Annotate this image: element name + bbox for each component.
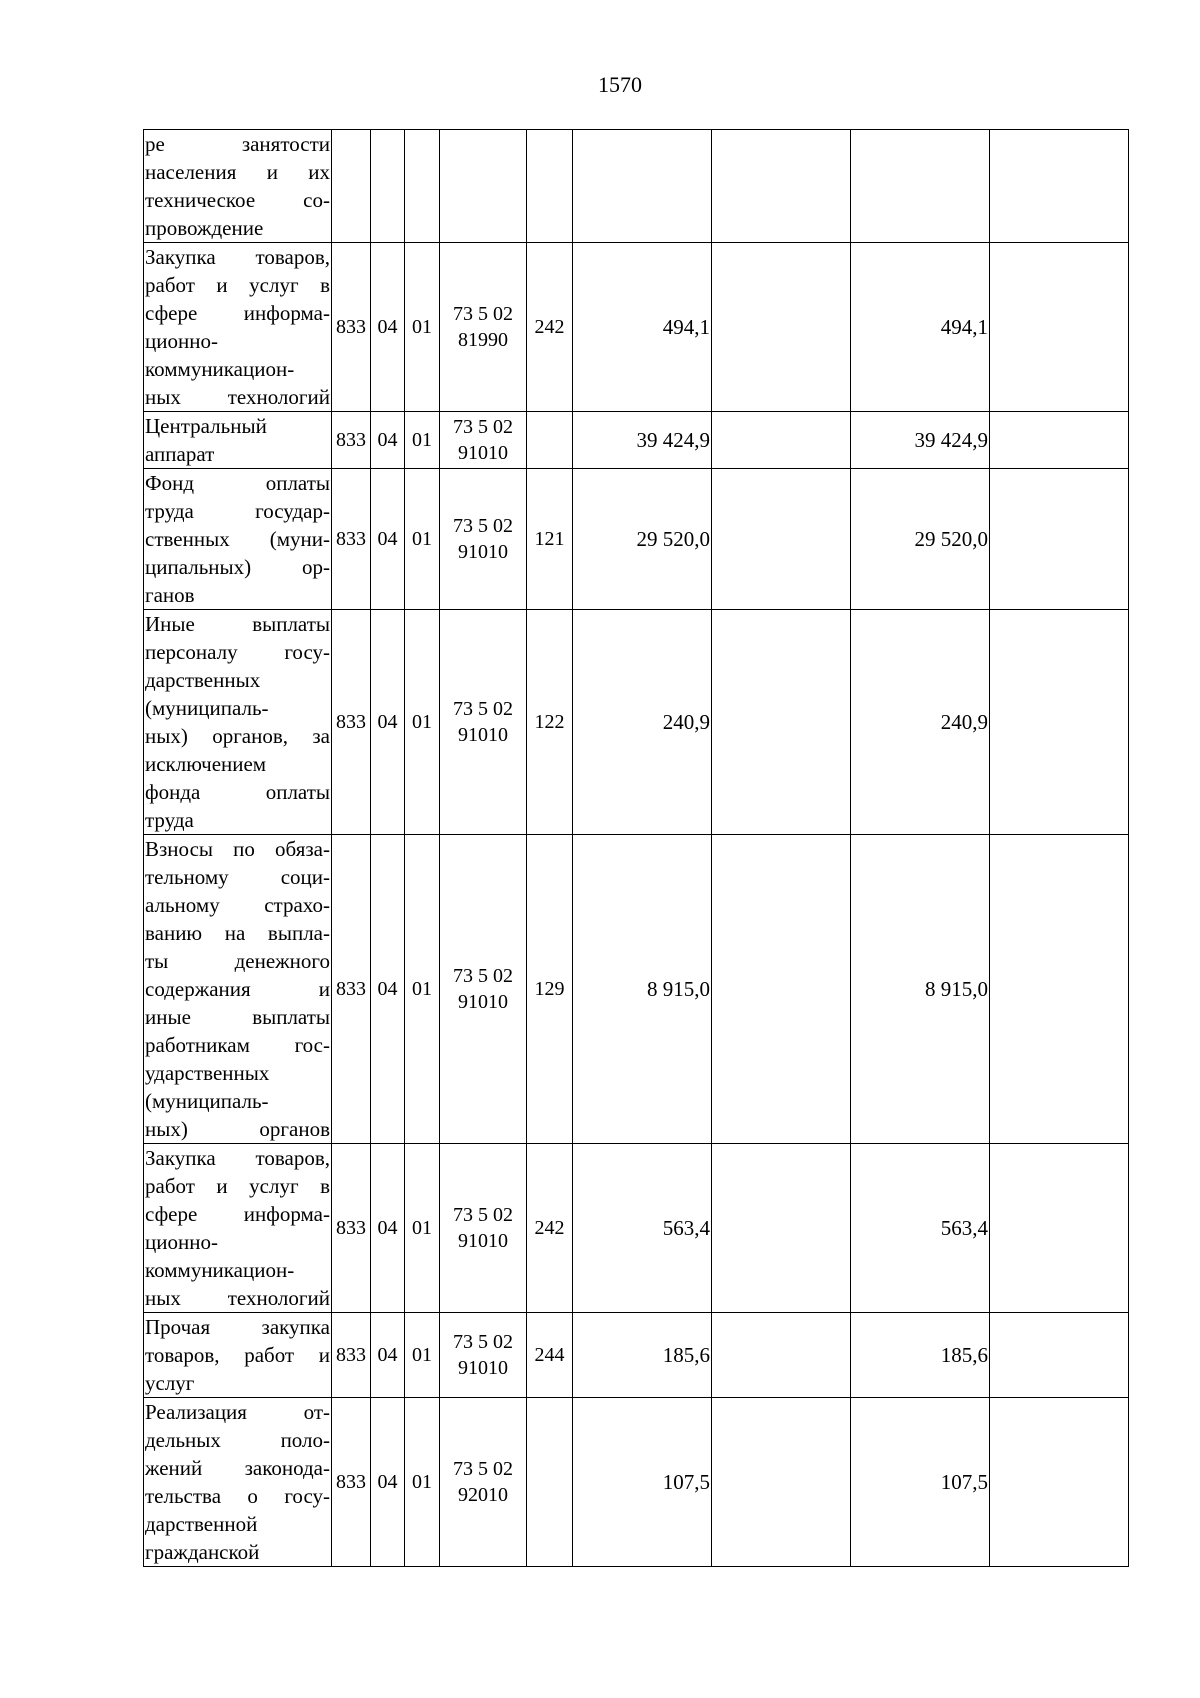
dept-code: 833 <box>332 1398 371 1567</box>
dept-code: 833 <box>332 412 371 469</box>
dept-code: 833 <box>332 1313 371 1398</box>
target-article-code <box>440 469 527 610</box>
expense-type-code: 122 <box>527 610 573 835</box>
amount-column-4 <box>990 610 1129 835</box>
section-code: 04 <box>371 412 405 469</box>
dept-code: 833 <box>332 835 371 1144</box>
target-code-part: 73 5 02 <box>453 515 513 537</box>
target-code-part: 73 5 02 <box>453 1204 513 1226</box>
row-description <box>144 1313 332 1398</box>
target-code-part: 91010 <box>458 724 508 746</box>
target-article-code <box>440 1313 527 1398</box>
description-line: Реализация от- <box>145 1400 330 1424</box>
section-code: 04 <box>371 1144 405 1313</box>
row-description <box>144 243 332 412</box>
description-line: коммуникацион- <box>145 357 295 381</box>
amount-total: 185,6 <box>573 1313 712 1398</box>
row-description <box>144 130 332 243</box>
row-description <box>144 610 332 835</box>
subsection-code <box>405 130 440 243</box>
dept-code: 833 <box>332 610 371 835</box>
dept-code: 833 <box>332 243 371 412</box>
table-row <box>144 1313 1129 1398</box>
target-code-part: 73 5 02 <box>453 416 513 438</box>
description-line: коммуникацион- <box>145 1258 295 1282</box>
expense-type-code: 129 <box>527 835 573 1144</box>
budget-table <box>143 129 1129 1567</box>
amount-column-3: 39 424,9 <box>851 412 990 469</box>
description-line: ных технологий <box>145 385 330 409</box>
section-code: 04 <box>371 1313 405 1398</box>
table-row <box>144 469 1129 610</box>
description-line: персоналу госу- <box>145 640 330 664</box>
description-line: гражданской <box>145 1540 260 1564</box>
target-code-part: 91010 <box>458 1230 508 1252</box>
table-row <box>144 412 1129 469</box>
amount-column-3: 563,4 <box>851 1144 990 1313</box>
subsection-code: 01 <box>405 835 440 1144</box>
description-line: (муниципаль- <box>145 1089 269 1113</box>
description-line: ципальных) ор- <box>145 555 330 579</box>
amount-total <box>573 130 712 243</box>
description-line: иные выплаты <box>145 1005 330 1029</box>
description-line: товаров, работ и <box>145 1343 330 1367</box>
description-line: Взносы по обяза- <box>145 837 330 861</box>
table-body <box>144 130 1129 1567</box>
description-line: ганов <box>145 583 195 607</box>
row-description <box>144 835 332 1144</box>
description-line: труда <box>145 808 194 832</box>
description-line: ударственных <box>145 1061 270 1085</box>
description-line: ре занятости <box>145 132 330 156</box>
amount-column-3: 8 915,0 <box>851 835 990 1144</box>
description-line: ционно- <box>145 1230 218 1254</box>
target-code-part: 91010 <box>458 442 508 464</box>
target-code-part: 73 5 02 <box>453 1458 513 1480</box>
amount-column-3: 185,6 <box>851 1313 990 1398</box>
expense-type-code: 244 <box>527 1313 573 1398</box>
description-line: труда государ- <box>145 499 330 523</box>
description-line: ных технологий <box>145 1286 330 1310</box>
section-code: 04 <box>371 1398 405 1567</box>
page-number: 1570 <box>598 72 642 97</box>
expense-type-code <box>527 130 573 243</box>
amount-column-2 <box>712 412 851 469</box>
description-line: сфере информа- <box>145 1202 330 1226</box>
amount-column-3 <box>851 130 990 243</box>
description-line: услуг <box>145 1371 195 1395</box>
amount-column-4 <box>990 130 1129 243</box>
amount-column-4 <box>990 835 1129 1144</box>
target-code-part: 73 5 02 <box>453 698 513 720</box>
expense-type-code: 242 <box>527 1144 573 1313</box>
description-line: ственных (муни- <box>145 527 330 551</box>
amount-column-3: 29 520,0 <box>851 469 990 610</box>
amount-column-2 <box>712 1398 851 1567</box>
amount-column-4 <box>990 1313 1129 1398</box>
expense-type-code <box>527 412 573 469</box>
table-row <box>144 1144 1129 1313</box>
target-article-code <box>440 130 527 243</box>
subsection-code: 01 <box>405 1313 440 1398</box>
target-code-part: 81990 <box>458 329 508 351</box>
description-line: Прочая закупка <box>145 1315 330 1339</box>
amount-column-2 <box>712 1144 851 1313</box>
description-line: (муниципаль- <box>145 696 269 720</box>
description-line: ных) органов <box>145 1117 330 1141</box>
target-code-part: 91010 <box>458 991 508 1013</box>
amount-total: 8 915,0 <box>573 835 712 1144</box>
description-line: аппарат <box>145 442 215 466</box>
table-row <box>144 243 1129 412</box>
section-code: 04 <box>371 835 405 1144</box>
dept-code: 833 <box>332 1144 371 1313</box>
row-description <box>144 469 332 610</box>
description-line: ных) органов, за <box>145 724 330 748</box>
description-line: дарственных <box>145 668 261 692</box>
section-code <box>371 130 405 243</box>
dept-code: 833 <box>332 469 371 610</box>
description-line: альному страхо- <box>145 893 330 917</box>
description-line: дарственной <box>145 1512 258 1536</box>
description-line: Фонд оплаты <box>145 471 330 495</box>
amount-column-3: 494,1 <box>851 243 990 412</box>
subsection-code: 01 <box>405 412 440 469</box>
description-line: работ и услуг в <box>145 273 330 297</box>
table-row <box>144 130 1129 243</box>
description-line: фонда оплаты <box>145 780 330 804</box>
table-row <box>144 835 1129 1144</box>
amount-column-3: 107,5 <box>851 1398 990 1567</box>
target-code-part: 91010 <box>458 541 508 563</box>
expense-type-code: 242 <box>527 243 573 412</box>
dept-code <box>332 130 371 243</box>
description-line: сфере информа- <box>145 301 330 325</box>
amount-total: 29 520,0 <box>573 469 712 610</box>
description-line: тельному соци- <box>145 865 330 889</box>
subsection-code: 01 <box>405 1144 440 1313</box>
amount-total: 240,9 <box>573 610 712 835</box>
subsection-code: 01 <box>405 469 440 610</box>
subsection-code: 01 <box>405 243 440 412</box>
section-code: 04 <box>371 243 405 412</box>
description-line: Закупка товаров, <box>145 245 330 269</box>
table-row <box>144 1398 1129 1567</box>
expense-type-code <box>527 1398 573 1567</box>
amount-total: 39 424,9 <box>573 412 712 469</box>
table-row <box>144 610 1129 835</box>
amount-column-2 <box>712 130 851 243</box>
target-article-code <box>440 610 527 835</box>
target-article-code <box>440 243 527 412</box>
description-line: содержания и <box>145 977 330 1001</box>
amount-column-3: 240,9 <box>851 610 990 835</box>
target-article-code <box>440 412 527 469</box>
description-line: жений законода- <box>145 1456 330 1480</box>
amount-total: 563,4 <box>573 1144 712 1313</box>
row-description <box>144 1144 332 1313</box>
description-line: дельных поло- <box>145 1428 330 1452</box>
amount-column-2 <box>712 243 851 412</box>
subsection-code: 01 <box>405 610 440 835</box>
target-code-part: 73 5 02 <box>453 303 513 325</box>
target-code-part: 73 5 02 <box>453 1331 513 1353</box>
subsection-code: 01 <box>405 1398 440 1567</box>
amount-column-2 <box>712 1313 851 1398</box>
description-line: ванию на выпла- <box>145 921 330 945</box>
target-article-code <box>440 1398 527 1567</box>
description-line: работникам гос- <box>145 1033 330 1057</box>
section-code: 04 <box>371 469 405 610</box>
amount-column-4 <box>990 469 1129 610</box>
target-code-part: 92010 <box>458 1484 508 1506</box>
target-article-code <box>440 835 527 1144</box>
description-line: исключением <box>145 752 267 776</box>
description-line: Закупка товаров, <box>145 1146 330 1170</box>
target-code-part: 91010 <box>458 1357 508 1379</box>
amount-column-4 <box>990 243 1129 412</box>
description-line: ционно- <box>145 329 218 353</box>
description-line: ты денежного <box>145 949 330 973</box>
amount-column-2 <box>712 610 851 835</box>
row-description <box>144 1398 332 1567</box>
description-line: Центральный <box>145 414 267 438</box>
amount-column-2 <box>712 469 851 610</box>
description-line: населения и их <box>145 160 330 184</box>
amount-column-4 <box>990 1398 1129 1567</box>
target-article-code <box>440 1144 527 1313</box>
description-line: провождение <box>145 216 264 240</box>
description-line: работ и услуг в <box>145 1174 330 1198</box>
description-line: тельства о госу- <box>145 1484 330 1508</box>
amount-column-4 <box>990 412 1129 469</box>
section-code: 04 <box>371 610 405 835</box>
row-description <box>144 412 332 469</box>
target-code-part: 73 5 02 <box>453 965 513 987</box>
expense-type-code: 121 <box>527 469 573 610</box>
description-line: техническое со- <box>145 188 330 212</box>
description-line: Иные выплаты <box>145 612 330 636</box>
amount-total: 494,1 <box>573 243 712 412</box>
amount-total: 107,5 <box>573 1398 712 1567</box>
amount-column-2 <box>712 835 851 1144</box>
amount-column-4 <box>990 1144 1129 1313</box>
